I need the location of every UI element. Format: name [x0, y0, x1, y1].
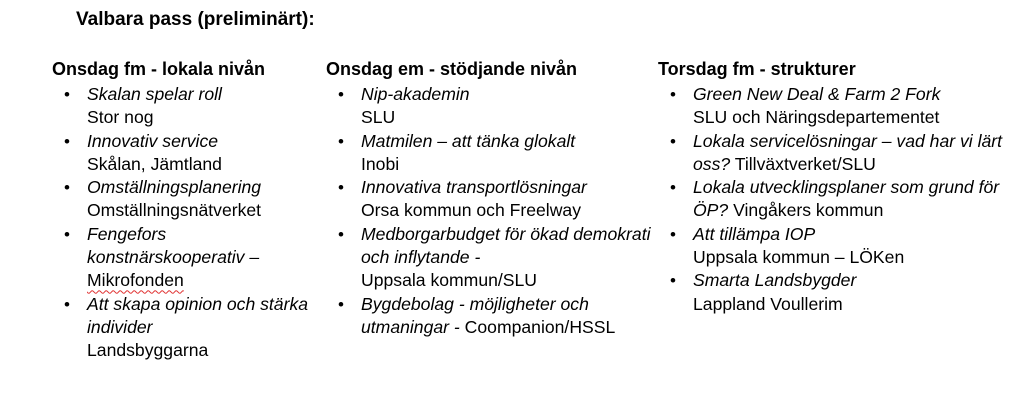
session-title: Lokala servicelösningar – vad har vi lärt oss?	[693, 130, 1003, 174]
list-item	[658, 176, 1008, 223]
list-item	[326, 130, 656, 177]
session-organizer: SLU och Näringsdepartementet	[693, 107, 940, 128]
session-title: Smarta Landsbygder	[693, 270, 857, 291]
session-title: Innovativa transportlösningar	[361, 177, 587, 198]
list-item	[326, 223, 656, 293]
list-item	[52, 176, 314, 223]
list-item	[658, 130, 1008, 177]
list-item	[658, 269, 1008, 316]
session-organizer: Stor nog	[87, 107, 154, 128]
list-item	[658, 223, 1008, 270]
column-heading: Onsdag fm - lokala nivån	[52, 59, 266, 79]
session-title: Lokala utvecklingsplaner som grund för ÖP?	[693, 177, 1000, 221]
list-item	[658, 83, 1008, 130]
session-title: Bygdebolag - möjligheter och utmaningar -	[361, 293, 589, 337]
session-title: Green New Deal & Farm 2 Fork	[693, 84, 941, 104]
list-item	[326, 83, 656, 130]
session-organizer: Orsa kommun och Freelway	[361, 200, 581, 221]
column-heading: Onsdag em - stödjande nivån	[326, 59, 578, 79]
session-organizer: Omställningsnätverket	[87, 200, 262, 221]
column-heading: Torsdag fm - strukturer	[658, 59, 856, 79]
session-list	[52, 83, 314, 363]
session-organizer: Landsbyggarna	[87, 340, 209, 361]
session-column-wednesday-afternoon	[326, 58, 656, 339]
session-title: Att skapa opinion och stärka individer	[87, 293, 309, 337]
session-column-thursday-morning	[658, 58, 1008, 316]
list-item	[326, 176, 656, 223]
session-title: Matmilen – att tänka glokalt	[361, 130, 576, 151]
session-title: Nip-akademin	[361, 84, 470, 104]
session-title: Fengefors konstnärskooperativ –	[87, 223, 260, 268]
session-organizer: Uppsala kommun – LÖKen	[693, 247, 905, 268]
session-list	[658, 83, 1008, 316]
session-title: Omställningsplanering	[87, 177, 262, 198]
session-list	[326, 83, 656, 339]
session-organizer: Coompanion/HSSL	[464, 316, 616, 337]
session-organizer: Inobi	[361, 153, 400, 174]
session-title: Medborgarbudget för ökad demokrati och inflytande -	[361, 223, 651, 268]
session-organizer: Uppsala kommun/SLU	[361, 270, 538, 291]
session-organizer: Mikrofonden	[87, 270, 184, 291]
session-organizer: SLU	[361, 107, 396, 128]
session-column-wednesday-morning	[52, 58, 314, 363]
list-item	[52, 293, 314, 363]
session-title: Innovativ service	[87, 130, 219, 151]
session-organizer: Vingåkers kommun	[733, 200, 884, 221]
list-item	[52, 223, 314, 293]
session-title: Att tillämpa IOP	[693, 223, 816, 244]
session-organizer: Lappland Voullerim	[693, 293, 843, 314]
list-item	[326, 293, 656, 340]
session-organizer: Skålan, Jämtland	[87, 153, 222, 174]
session-title: Skalan spelar roll	[87, 84, 222, 104]
list-item	[52, 83, 314, 130]
session-organizer: Tillväxtverket/SLU	[734, 153, 876, 174]
list-item	[52, 130, 314, 177]
page-title: Valbara pass (preliminärt):	[76, 9, 315, 30]
